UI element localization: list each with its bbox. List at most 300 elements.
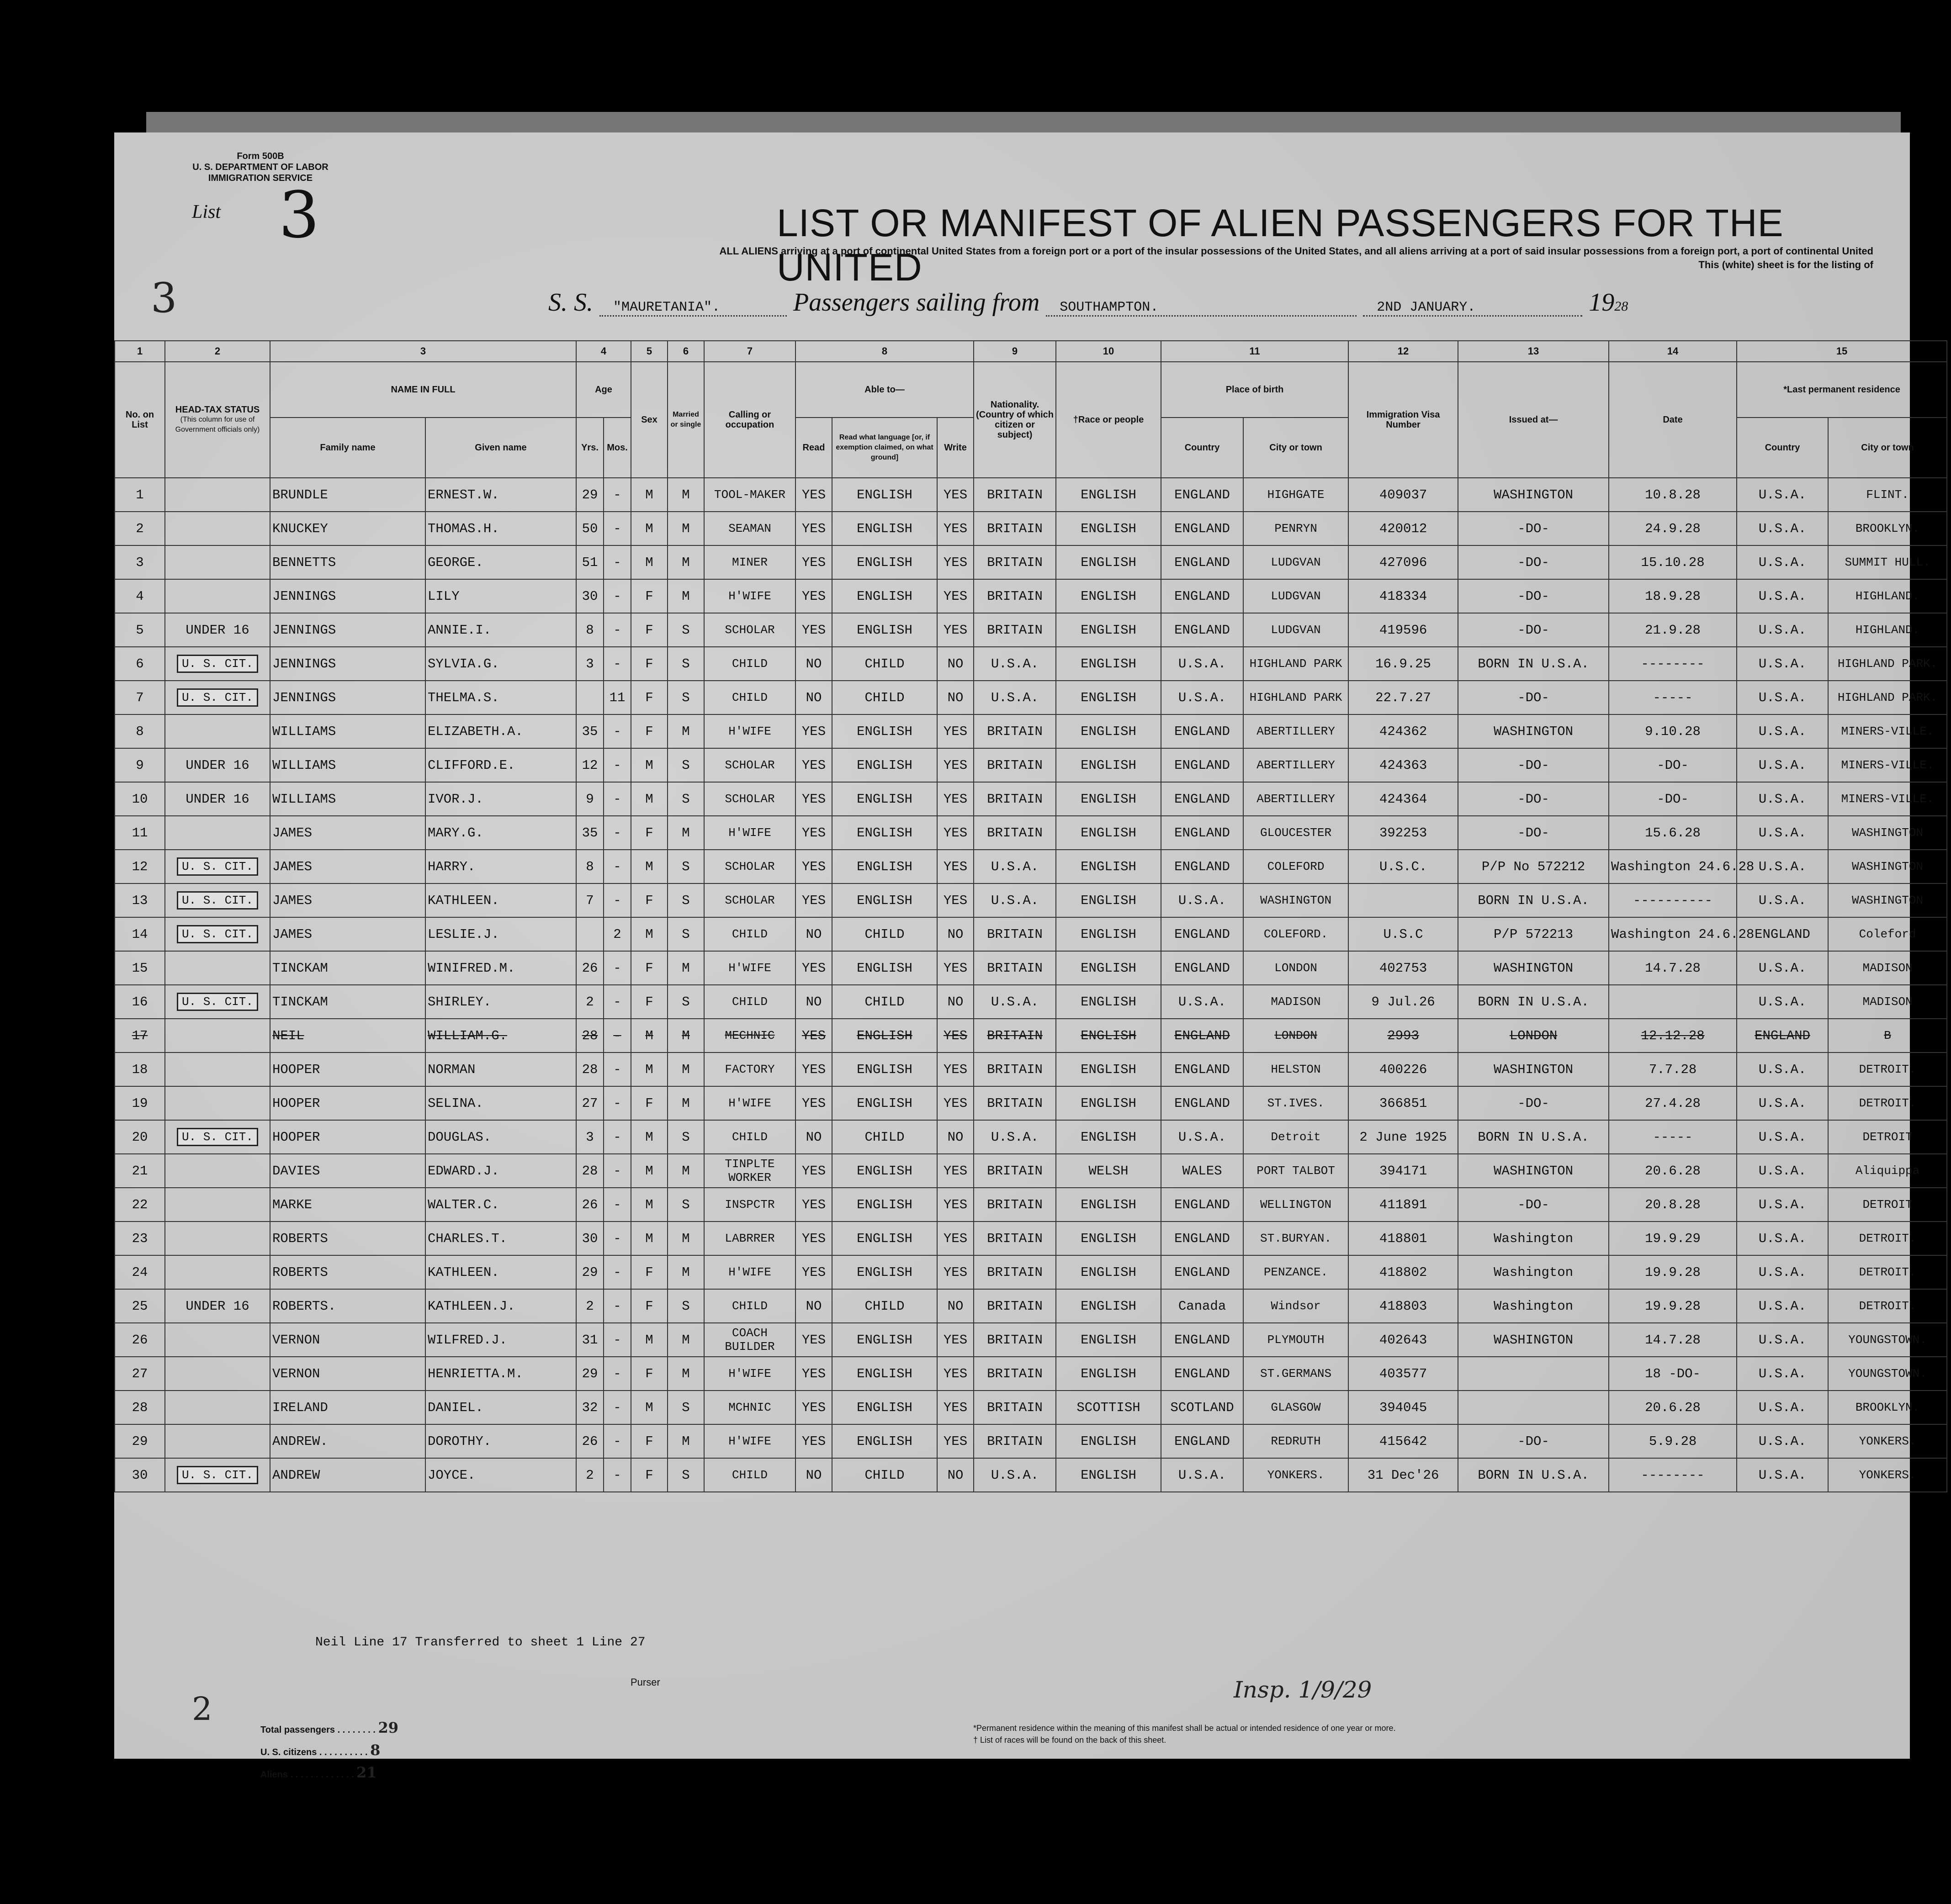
cell-visa-issued-at: -DO- — [1458, 613, 1609, 647]
cell-family-name: DAVIES — [270, 1154, 425, 1188]
cell-age-years: 27 — [576, 1086, 604, 1120]
cell-age-months: - — [604, 1458, 631, 1492]
cell-nationality: U.S.A. — [974, 1458, 1056, 1492]
cell-visa-issued-at: P/P No 572212 — [1458, 850, 1609, 883]
us-citizen-stamp: U. S. CIT. — [177, 925, 258, 943]
table-row — [115, 1357, 1947, 1391]
cell-row-number: 22 — [115, 1188, 165, 1222]
table-row — [115, 681, 1947, 714]
cell-read-language: ENGLISH — [832, 1357, 937, 1391]
cell-can-write: YES — [937, 951, 974, 985]
cell-birth-country: ENGLAND — [1161, 1424, 1243, 1458]
cell-can-write: NO — [937, 647, 974, 681]
cell-family-name: VERNON — [270, 1323, 425, 1357]
cell-head-tax-status — [165, 816, 270, 850]
cell-can-write: YES — [937, 883, 974, 917]
footnote-races: † List of races will be found on the back of this sheet. — [973, 1735, 1166, 1745]
cell-can-read: NO — [795, 1120, 832, 1154]
table-row — [115, 1289, 1947, 1323]
cell-birth-country: ENGLAND — [1161, 1255, 1243, 1289]
cell-residence-city: DETROIT. — [1828, 1222, 1947, 1255]
cell-nationality: BRITAIN — [974, 1391, 1056, 1424]
table-row — [115, 951, 1947, 985]
cell-read-language: ENGLISH — [832, 850, 937, 883]
cell-birth-country: U.S.A. — [1161, 883, 1243, 917]
cell-sex: F — [631, 883, 668, 917]
cell-head-tax-status: UNDER 16 — [165, 1289, 270, 1323]
cell-age-years: 30 — [576, 579, 604, 613]
cell-visa-number: 394171 — [1348, 1154, 1458, 1188]
table-row — [115, 613, 1947, 647]
cell-can-write: YES — [937, 512, 974, 545]
cell-can-read: YES — [795, 883, 832, 917]
cell-birth-city: COLEFORD. — [1243, 917, 1348, 951]
cell-marital-status: S — [668, 985, 704, 1019]
cell-given-name: ANNIE.I. — [425, 613, 576, 647]
cell-age-years — [576, 917, 604, 951]
cell-birth-city: YONKERS. — [1243, 1458, 1348, 1492]
cell-head-tax-status — [165, 512, 270, 545]
cell-row-number: 14 — [115, 917, 165, 951]
cell-residence-city: DETROIT — [1828, 1188, 1947, 1222]
cell-row-number: 20 — [115, 1120, 165, 1154]
footnotes — [973, 1722, 1396, 1746]
cell-head-tax-status — [165, 1120, 270, 1154]
cell-nationality: BRITAIN — [974, 1323, 1056, 1357]
cell-birth-country: ENGLAND — [1161, 512, 1243, 545]
cell-head-tax-status — [165, 1323, 270, 1357]
cell-race: ENGLISH — [1056, 1458, 1161, 1492]
cell-age-years: 29 — [576, 1255, 604, 1289]
cell-residence-country: U.S.A. — [1737, 1222, 1828, 1255]
cell-nationality: BRITAIN — [974, 545, 1056, 579]
cell-family-name: BRUNDLE — [270, 478, 425, 512]
cell-nationality: BRITAIN — [974, 613, 1056, 647]
cell-sex: M — [631, 1222, 668, 1255]
cell-age-years — [576, 681, 604, 714]
cell-can-write: YES — [937, 579, 974, 613]
cell-age-years: 50 — [576, 512, 604, 545]
cell-family-name: ROBERTS — [270, 1222, 425, 1255]
table-row — [115, 1019, 1947, 1052]
cell-family-name: JENNINGS — [270, 647, 425, 681]
cell-sex: F — [631, 1424, 668, 1458]
cell-row-number: 25 — [115, 1289, 165, 1323]
cell-marital-status: M — [668, 545, 704, 579]
cell-race: ENGLISH — [1056, 850, 1161, 883]
cell-visa-number: 402643 — [1348, 1323, 1458, 1357]
cell-visa-date: 18.9.28 — [1609, 579, 1737, 613]
cell-marital-status: S — [668, 1188, 704, 1222]
cell-age-months: - — [604, 748, 631, 782]
cell-age-months: - — [604, 985, 631, 1019]
cell-race: ENGLISH — [1056, 1357, 1161, 1391]
cell-race: ENGLISH — [1056, 985, 1161, 1019]
cell-age-years: 26 — [576, 1188, 604, 1222]
cell-read-language: ENGLISH — [832, 782, 937, 816]
cell-sex: M — [631, 545, 668, 579]
cell-visa-number: 394045 — [1348, 1391, 1458, 1424]
cell-row-number: 7 — [115, 681, 165, 714]
cell-head-tax-status: UNDER 16 — [165, 613, 270, 647]
cell-race: ENGLISH — [1056, 816, 1161, 850]
cell-head-tax-status — [165, 579, 270, 613]
cell-read-language: ENGLISH — [832, 1154, 937, 1188]
cell-visa-number: 419596 — [1348, 613, 1458, 647]
cell-birth-city: ST.BURYAN. — [1243, 1222, 1348, 1255]
cell-marital-status: M — [668, 1255, 704, 1289]
cell-age-years: 9 — [576, 782, 604, 816]
cell-residence-country: U.S.A. — [1737, 1458, 1828, 1492]
cell-age-months: - — [604, 951, 631, 985]
cell-age-years: 29 — [576, 1357, 604, 1391]
cell-age-months: - — [604, 1019, 631, 1052]
col-num: 13 — [1458, 341, 1609, 362]
manifest-sheet — [114, 132, 1938, 1781]
cell-age-months: - — [604, 1086, 631, 1120]
cell-birth-city: MADISON — [1243, 985, 1348, 1019]
cell-residence-city: MADISON — [1828, 951, 1947, 985]
header-birth-country: Country — [1161, 418, 1243, 478]
cell-residence-country: U.S.A. — [1737, 545, 1828, 579]
header-date: Date — [1609, 362, 1737, 478]
cell-race: ENGLISH — [1056, 782, 1161, 816]
cell-visa-date: ---------- — [1609, 883, 1737, 917]
cell-marital-status: S — [668, 850, 704, 883]
cell-nationality: U.S.A. — [974, 647, 1056, 681]
cell-visa-number: 418801 — [1348, 1222, 1458, 1255]
cell-sex: F — [631, 816, 668, 850]
cell-age-months: - — [604, 613, 631, 647]
cell-sex: F — [631, 1255, 668, 1289]
cell-birth-city: Windsor — [1243, 1289, 1348, 1323]
cell-nationality: BRITAIN — [974, 782, 1056, 816]
header-nationality: Nationality. (Country of which citizen or subject) — [974, 362, 1056, 478]
cell-can-write: NO — [937, 1289, 974, 1323]
cell-visa-issued-at: -DO- — [1458, 748, 1609, 782]
cell-can-write: YES — [937, 545, 974, 579]
cell-residence-city: YONKERS. — [1828, 1424, 1947, 1458]
cell-can-write: YES — [937, 748, 974, 782]
table-row — [115, 1052, 1947, 1086]
cell-read-language: CHILD — [832, 1120, 937, 1154]
cell-can-write: NO — [937, 917, 974, 951]
cell-birth-city: HIGHLAND PARK — [1243, 647, 1348, 681]
cell-family-name: TINCKAM — [270, 985, 425, 1019]
cell-residence-country: ENGLAND — [1737, 917, 1828, 951]
cell-birth-country: ENGLAND — [1161, 917, 1243, 951]
header-visa: Immigration Visa Number — [1348, 362, 1458, 478]
cell-residence-country: U.S.A. — [1737, 850, 1828, 883]
total-passengers-value: 29 — [378, 1719, 399, 1736]
cell-residence-city: MADISON — [1828, 985, 1947, 1019]
cell-given-name: WILFRED.J. — [425, 1323, 576, 1357]
cell-birth-city: WASHINGTON — [1243, 883, 1348, 917]
cell-residence-city: Aliquippa — [1828, 1154, 1947, 1188]
cell-head-tax-status — [165, 1188, 270, 1222]
cell-age-years: 3 — [576, 647, 604, 681]
cell-can-write: YES — [937, 1222, 974, 1255]
cell-visa-date: ----- — [1609, 1120, 1737, 1154]
cell-marital-status: M — [668, 714, 704, 748]
cell-sex: M — [631, 1323, 668, 1357]
cell-visa-date: -------- — [1609, 647, 1737, 681]
cell-visa-issued-at: P/P 572213 — [1458, 917, 1609, 951]
cell-occupation: CHILD — [704, 985, 795, 1019]
cell-family-name: BENNETTS — [270, 545, 425, 579]
cell-sex: F — [631, 985, 668, 1019]
cell-age-months: - — [604, 1391, 631, 1424]
cell-residence-city: YOUNGSTOWN. — [1828, 1323, 1947, 1357]
cell-head-tax-status — [165, 951, 270, 985]
ship-name: "MAURETANIA". — [599, 300, 787, 317]
col-num: 12 — [1348, 341, 1458, 362]
cell-family-name: JENNINGS — [270, 613, 425, 647]
cell-given-name: THELMA.S. — [425, 681, 576, 714]
cell-residence-country: U.S.A. — [1737, 985, 1828, 1019]
cell-visa-date: 18 -DO- — [1609, 1357, 1737, 1391]
cell-occupation: SCHOLAR — [704, 748, 795, 782]
cell-sex: M — [631, 478, 668, 512]
cell-can-write: YES — [937, 850, 974, 883]
cell-row-number: 23 — [115, 1222, 165, 1255]
cell-residence-country: U.S.A. — [1737, 1323, 1828, 1357]
cell-occupation: H'WIFE — [704, 714, 795, 748]
passenger-rows — [115, 478, 1947, 1492]
cell-marital-status: S — [668, 883, 704, 917]
cell-residence-country: U.S.A. — [1737, 883, 1828, 917]
cell-race: ENGLISH — [1056, 1086, 1161, 1120]
cell-row-number: 1 — [115, 478, 165, 512]
cell-head-tax-status — [165, 478, 270, 512]
cell-row-number: 30 — [115, 1458, 165, 1492]
cell-family-name: ANDREW — [270, 1458, 425, 1492]
cell-nationality: BRITAIN — [974, 1255, 1056, 1289]
cell-marital-status: M — [668, 1222, 704, 1255]
col-num: 14 — [1609, 341, 1737, 362]
cell-can-write: YES — [937, 1052, 974, 1086]
cell-can-read: NO — [795, 985, 832, 1019]
cell-visa-date: 15.6.28 — [1609, 816, 1737, 850]
cell-visa-issued-at: -DO- — [1458, 816, 1609, 850]
cell-visa-issued-at: BORN IN U.S.A. — [1458, 883, 1609, 917]
cell-can-read: YES — [795, 1323, 832, 1357]
cell-birth-city: Detroit — [1243, 1120, 1348, 1154]
cell-head-tax-status — [165, 1357, 270, 1391]
cell-birth-city: REDRUTH — [1243, 1424, 1348, 1458]
cell-visa-number: 31 Dec'26 — [1348, 1458, 1458, 1492]
cell-read-language: ENGLISH — [832, 1188, 937, 1222]
cell-marital-status: S — [668, 613, 704, 647]
cell-read-language: ENGLISH — [832, 748, 937, 782]
header-given-name: Given name — [425, 418, 576, 478]
cell-occupation: TOOL-MAKER — [704, 478, 795, 512]
sailing-label: Passengers sailing from — [793, 288, 1040, 317]
cell-head-tax-status — [165, 545, 270, 579]
cell-given-name: CHARLES.T. — [425, 1222, 576, 1255]
cell-age-years: 31 — [576, 1323, 604, 1357]
cell-can-write: NO — [937, 985, 974, 1019]
cell-birth-country: ENGLAND — [1161, 1086, 1243, 1120]
cell-can-write: NO — [937, 681, 974, 714]
cell-can-write: NO — [937, 1458, 974, 1492]
cell-occupation: H'WIFE — [704, 1086, 795, 1120]
cell-age-months: - — [604, 816, 631, 850]
cell-age-months: - — [604, 850, 631, 883]
cell-read-language: CHILD — [832, 1458, 937, 1492]
cell-residence-city: DETROIT. — [1828, 1289, 1947, 1323]
cell-nationality: BRITAIN — [974, 1222, 1056, 1255]
cell-visa-issued-at: WASHINGTON — [1458, 714, 1609, 748]
cell-visa-number: 418803 — [1348, 1289, 1458, 1323]
cell-can-write: YES — [937, 1255, 974, 1289]
manifest-table — [114, 340, 1947, 1492]
total-passengers-label: Total passengers — [260, 1725, 335, 1735]
cell-residence-city: HIGHLAND. — [1828, 613, 1947, 647]
cell-given-name: GEORGE. — [425, 545, 576, 579]
cell-sex: M — [631, 850, 668, 883]
cell-given-name: THOMAS.H. — [425, 512, 576, 545]
cell-race: ENGLISH — [1056, 748, 1161, 782]
cell-birth-city: LONDON — [1243, 951, 1348, 985]
cell-race: ENGLISH — [1056, 917, 1161, 951]
cell-visa-issued-at: BORN IN U.S.A. — [1458, 1458, 1609, 1492]
cell-race: ENGLISH — [1056, 647, 1161, 681]
cell-marital-status: M — [668, 1052, 704, 1086]
col-num: 15 — [1737, 341, 1947, 362]
cell-head-tax-status — [165, 1222, 270, 1255]
cell-race: ENGLISH — [1056, 1255, 1161, 1289]
cell-nationality: U.S.A. — [974, 1120, 1056, 1154]
cell-can-write: YES — [937, 714, 974, 748]
cell-age-years: 7 — [576, 883, 604, 917]
cell-birth-country: ENGLAND — [1161, 579, 1243, 613]
cell-marital-status: M — [668, 1154, 704, 1188]
cell-birth-country: ENGLAND — [1161, 850, 1243, 883]
cell-birth-city: LUDGVAN — [1243, 613, 1348, 647]
cell-age-months: - — [604, 1289, 631, 1323]
cell-age-months: - — [604, 1154, 631, 1188]
cell-age-months: 2 — [604, 917, 631, 951]
header-place-of-birth: Place of birth — [1161, 362, 1348, 418]
cell-visa-date: 27.4.28 — [1609, 1086, 1737, 1120]
cell-age-months: - — [604, 1255, 631, 1289]
cell-family-name: JAMES — [270, 883, 425, 917]
us-citizens-value: 8 — [370, 1741, 381, 1759]
cell-age-months: - — [604, 1120, 631, 1154]
cell-race: ENGLISH — [1056, 714, 1161, 748]
cell-read-language: ENGLISH — [832, 545, 937, 579]
left-hand-mark: 2 — [192, 1690, 212, 1728]
cell-age-years: 26 — [576, 951, 604, 985]
cell-can-read: YES — [795, 951, 832, 985]
cell-marital-status: S — [668, 748, 704, 782]
cell-visa-number: 409037 — [1348, 478, 1458, 512]
cell-can-read: YES — [795, 1222, 832, 1255]
table-row — [115, 1188, 1947, 1222]
cell-head-tax-status — [165, 681, 270, 714]
cell-residence-country: U.S.A. — [1737, 1391, 1828, 1424]
cell-marital-status: M — [668, 951, 704, 985]
cell-visa-issued-at: WASHINGTON — [1458, 1052, 1609, 1086]
cell-read-language: CHILD — [832, 1289, 937, 1323]
cell-birth-city: LUDGVAN — [1243, 579, 1348, 613]
cell-nationality: BRITAIN — [974, 1019, 1056, 1052]
cell-given-name: KATHLEEN. — [425, 1255, 576, 1289]
cell-visa-number: 2 June 1925 — [1348, 1120, 1458, 1154]
us-citizens-label: U. S. citizens — [260, 1747, 317, 1757]
us-citizen-stamp: U. S. CIT. — [177, 655, 258, 673]
cell-given-name: IVOR.J. — [425, 782, 576, 816]
cell-visa-date: 15.10.28 — [1609, 545, 1737, 579]
cell-visa-issued-at: -DO- — [1458, 782, 1609, 816]
cell-visa-date: 14.7.28 — [1609, 951, 1737, 985]
cell-age-months: - — [604, 545, 631, 579]
cell-visa-issued-at: Washington — [1458, 1255, 1609, 1289]
cell-nationality: U.S.A. — [974, 883, 1056, 917]
cell-occupation: COACH BUILDER — [704, 1323, 795, 1357]
cell-head-tax-status — [165, 714, 270, 748]
cell-visa-number: 402753 — [1348, 951, 1458, 985]
cell-read-language: ENGLISH — [832, 1323, 937, 1357]
cell-age-years: 29 — [576, 478, 604, 512]
cell-visa-issued-at: LONDON — [1458, 1019, 1609, 1052]
cell-sex: M — [631, 1154, 668, 1188]
cell-visa-date: 21.9.28 — [1609, 613, 1737, 647]
cell-can-write: YES — [937, 1154, 974, 1188]
cell-read-language: ENGLISH — [832, 1086, 937, 1120]
us-citizen-stamp: U. S. CIT. — [177, 1128, 258, 1146]
cell-marital-status: M — [668, 512, 704, 545]
cell-residence-country: U.S.A. — [1737, 1357, 1828, 1391]
list-label: List — [192, 201, 221, 222]
cell-age-years: 2 — [576, 1289, 604, 1323]
cell-race: ENGLISH — [1056, 1188, 1161, 1222]
cell-visa-number: 424363 — [1348, 748, 1458, 782]
cell-row-number: 18 — [115, 1052, 165, 1086]
cell-given-name: DANIEL. — [425, 1391, 576, 1424]
cell-age-months: 11 — [604, 681, 631, 714]
cell-residence-country: U.S.A. — [1737, 782, 1828, 816]
inspector-note: Insp. 1/9/29 — [1234, 1677, 1372, 1703]
cell-row-number: 16 — [115, 985, 165, 1019]
cell-sex: M — [631, 1019, 668, 1052]
cell-head-tax-status — [165, 1255, 270, 1289]
header-calling: Calling or occupation — [704, 362, 795, 478]
cell-visa-date: Washington 24.6.28 — [1609, 917, 1737, 951]
cell-birth-city: ABERTILLERY — [1243, 782, 1348, 816]
cell-visa-date: -------- — [1609, 1458, 1737, 1492]
cell-occupation: MCHNIC — [704, 1391, 795, 1424]
cell-given-name: LILY — [425, 579, 576, 613]
cell-read-language: ENGLISH — [832, 1052, 937, 1086]
cell-nationality: BRITAIN — [974, 951, 1056, 985]
cell-residence-city: YONKERS. — [1828, 1458, 1947, 1492]
departure-date: 2ND JANUARY. — [1363, 300, 1582, 317]
cell-given-name: ELIZABETH.A. — [425, 714, 576, 748]
cell-given-name: LESLIE.J. — [425, 917, 576, 951]
cell-race: WELSH — [1056, 1154, 1161, 1188]
cell-birth-city: COLEFORD — [1243, 850, 1348, 883]
table-row — [115, 1255, 1947, 1289]
cell-family-name: MARKE — [270, 1188, 425, 1222]
cell-can-read: YES — [795, 579, 832, 613]
cell-can-read: YES — [795, 478, 832, 512]
cell-visa-issued-at: WASHINGTON — [1458, 1154, 1609, 1188]
cell-birth-country: ENGLAND — [1161, 545, 1243, 579]
us-citizens-row: U. S. citizens . . . . . . . . . . 8 — [260, 1741, 381, 1759]
cell-visa-issued-at: -DO- — [1458, 1424, 1609, 1458]
